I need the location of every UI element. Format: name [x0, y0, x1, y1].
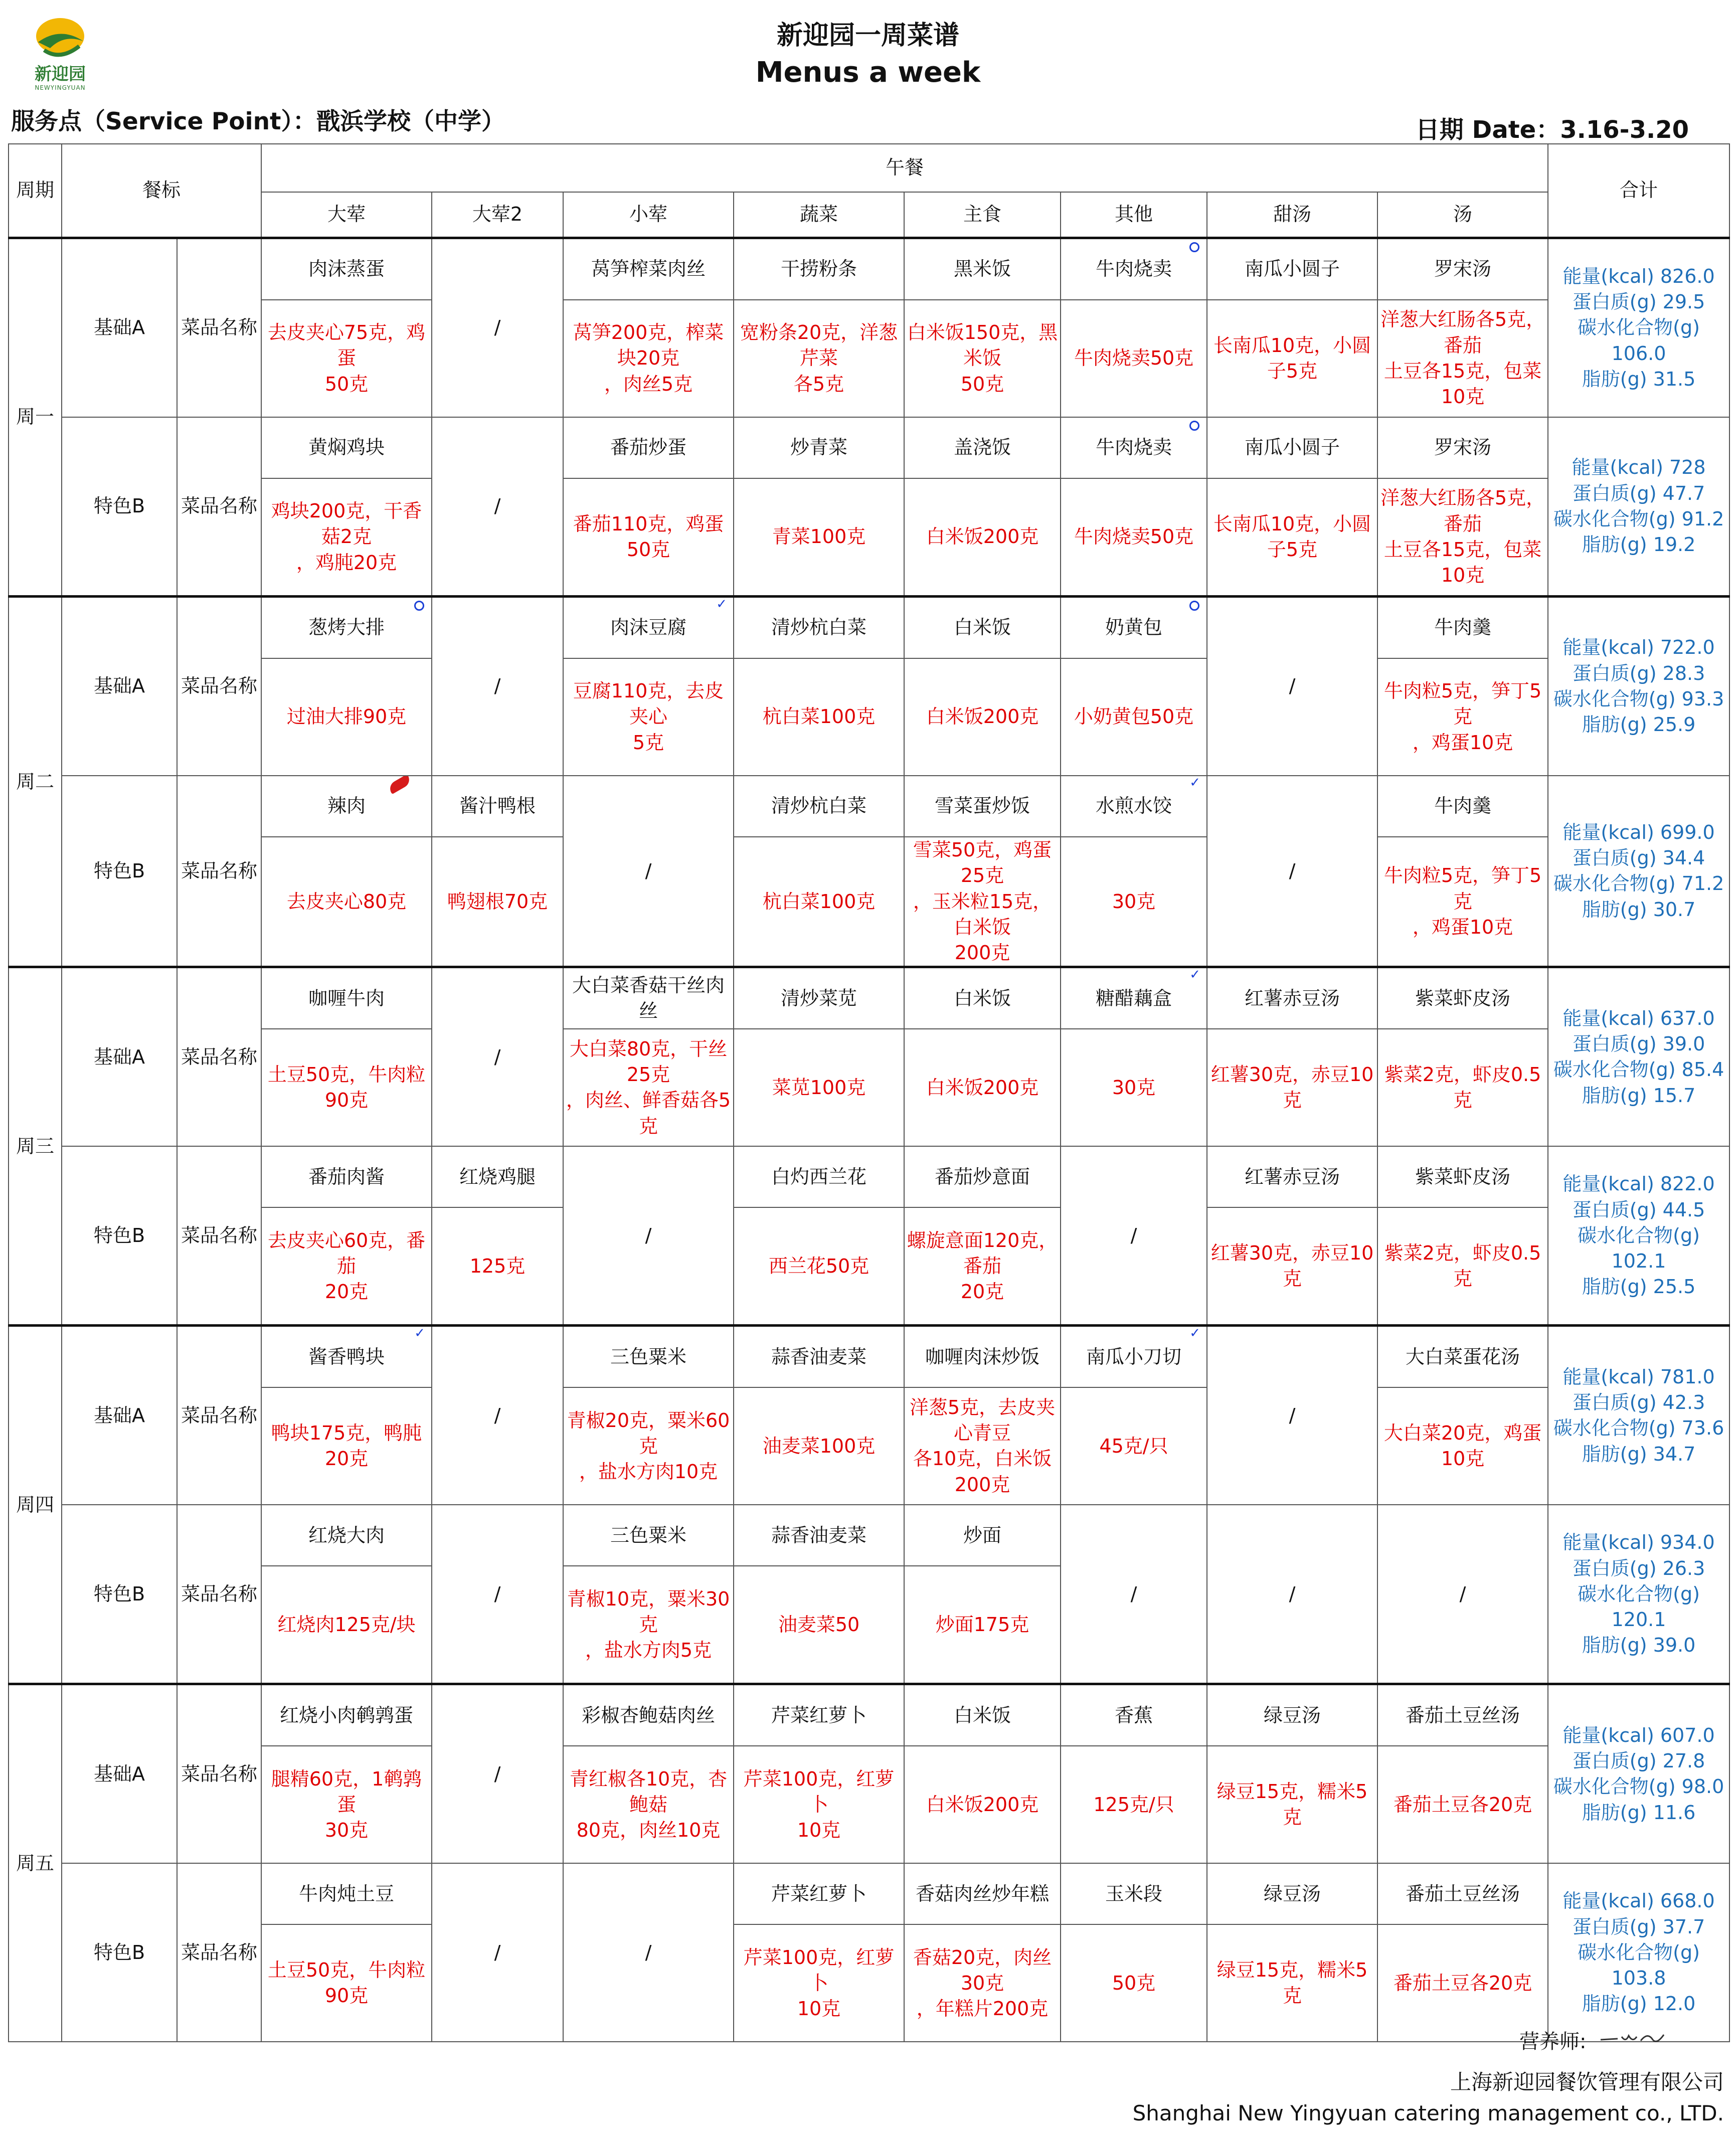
dish-ingredients: 螺旋意面120克，番茄 20克	[904, 1207, 1061, 1326]
dish-ingredients: 牛肉烧卖50克	[1061, 300, 1207, 417]
dish-name: 芹菜红萝卜	[734, 1684, 904, 1746]
dish-ingredients: 杭白菜100克	[734, 837, 904, 967]
menu-date: 日期 Date：3.16-3.20	[1415, 116, 1689, 144]
dish-ingredients: 去皮夹心60克，番茄 20克	[261, 1207, 432, 1326]
dish-ingredients: 油麦菜100克	[734, 1387, 904, 1505]
meal-standard: 基础A	[62, 1326, 177, 1505]
nutrition-line: 能量(kcal) 826.0	[1563, 265, 1715, 287]
dish-ingredients: 芹菜100克，红萝卜 10克	[734, 1746, 904, 1863]
dish-name: 红薯赤豆汤	[1207, 1146, 1377, 1207]
dish-name: 罗宋汤	[1377, 238, 1548, 300]
nutrition-line: 脂肪(g) 25.9	[1582, 714, 1696, 736]
nutrition-line: 能量(kcal) 728	[1572, 456, 1706, 479]
check-mark-icon: ✓	[414, 1326, 426, 1341]
empty-dish-cell: /	[432, 1684, 563, 1864]
nutrition-total	[1548, 1505, 1729, 1684]
nutrition-line: 碳水化合物(g) 120.1	[1578, 1582, 1700, 1631]
dish-ingredients: 洋葱大红肠各5克，番茄 土豆各15克，包菜10克	[1377, 300, 1548, 417]
nutrition-line: 蛋白质(g) 42.3	[1572, 1391, 1705, 1414]
table-row	[9, 300, 1729, 417]
dish-name: 白米饭	[904, 1684, 1061, 1746]
nutrition-line: 脂肪(g) 11.6	[1582, 1801, 1696, 1824]
meal-standard: 基础A	[62, 967, 177, 1147]
dish-name: 大白菜蛋花汤	[1377, 1326, 1548, 1388]
column-header: 其他	[1061, 192, 1207, 238]
dish-name: 白米饭	[904, 597, 1061, 659]
empty-dish-cell: /	[432, 417, 563, 597]
weekly-menu-table	[8, 143, 1730, 2042]
empty-dish-cell: /	[432, 1326, 563, 1505]
dish-name: 白灼西兰花	[734, 1146, 904, 1207]
column-header: 甜汤	[1207, 192, 1377, 238]
table-row	[9, 658, 1729, 776]
dish-ingredients: 香菇20克，肉丝30克 ，年糕片200克	[904, 1924, 1061, 2042]
dish-name: 彩椒杏鲍菇肉丝	[563, 1684, 734, 1746]
page-title-en: Menus a week	[755, 56, 981, 89]
dish-name: 水煎水饺 ✓	[1061, 776, 1207, 837]
dish-ingredients: 白米饭150克，黑米饭 50克	[904, 300, 1061, 417]
nutrition-total	[1548, 597, 1729, 776]
empty-dish-cell: /	[432, 238, 563, 418]
dish-name: 大白菜香菇干丝肉丝	[563, 967, 734, 1029]
dish-name: 红薯赤豆汤	[1207, 967, 1377, 1029]
dish-name: 糖醋藕盒 ✓	[1061, 967, 1207, 1029]
dish-name: 肉沫豆腐 ✓	[563, 597, 734, 659]
dish-name: 香菇肉丝炒年糕	[904, 1863, 1061, 1924]
nutrition-total	[1548, 1863, 1729, 2042]
nutrition-line: 脂肪(g) 19.2	[1582, 533, 1696, 556]
logo-text-en: NEWYINGYUAN	[35, 84, 86, 91]
dish-ingredients: 杭白菜100克	[734, 658, 904, 776]
nutrition-line: 蛋白质(g) 29.5	[1572, 291, 1705, 313]
empty-dish-cell: /	[1377, 1505, 1548, 1684]
page-title-cn: 新迎园一周菜谱	[776, 21, 959, 51]
meal-standard: 特色B	[62, 776, 177, 967]
column-header: 汤	[1377, 192, 1548, 238]
day-label: 周二	[9, 597, 62, 967]
nutrition-line: 蛋白质(g) 27.8	[1572, 1750, 1705, 1772]
dish-name: 芹菜红萝卜	[734, 1863, 904, 1924]
dish-ingredients: 牛肉粒5克，笋丁5克 ，鸡蛋10克	[1377, 658, 1548, 776]
dish-name-label: 菜品名称	[177, 776, 261, 967]
nutrition-line: 脂肪(g) 30.7	[1582, 898, 1696, 921]
dietitian-label: 营养师:	[1519, 2030, 1587, 2053]
table-row	[9, 776, 1729, 837]
dish-name: 肉沫蒸蛋	[261, 238, 432, 300]
dish-ingredients: 大白菜80克，干丝25克 ，肉丝、鲜香菇各5克	[563, 1029, 734, 1146]
dish-ingredients: 牛肉粒5克，笋丁5克 ，鸡蛋10克	[1377, 837, 1548, 967]
dish-ingredients: 洋葱5克，去皮夹心青豆 各10克，白米饭200克	[904, 1387, 1061, 1505]
dish-ingredients: 番茄土豆各20克	[1377, 1924, 1548, 2042]
column-header: 小荤	[563, 192, 734, 238]
dish-name: 辣肉	[261, 776, 432, 837]
nutrition-line: 碳水化合物(g) 73.6	[1553, 1417, 1724, 1440]
dish-name: 牛肉烧卖	[1061, 417, 1207, 478]
dish-name-label: 菜品名称	[177, 1326, 261, 1505]
nutrition-line: 碳水化合物(g) 71.2	[1553, 872, 1724, 895]
nutrition-line: 碳水化合物(g) 93.3	[1553, 688, 1724, 710]
dish-name: 番茄炒蛋	[563, 417, 734, 478]
dish-ingredients: 去皮夹心75克，鸡蛋 50克	[261, 300, 432, 417]
dish-ingredients: 鸭块175克，鸭肫20克	[261, 1387, 432, 1505]
dish-name: 白米饭	[904, 967, 1061, 1029]
dish-name: 红烧鸡腿	[432, 1146, 563, 1207]
column-header: 大荤	[261, 192, 432, 238]
table-row	[9, 1146, 1729, 1207]
dish-name: 红烧小肉鹌鹑蛋	[261, 1684, 432, 1746]
dish-name: 葱烤大排	[261, 597, 432, 659]
nutrition-line: 能量(kcal) 699.0	[1563, 821, 1715, 843]
dish-ingredients: 芹菜100克，红萝卜 10克	[734, 1924, 904, 2042]
dish-name-label: 菜品名称	[177, 1684, 261, 1864]
empty-dish-cell: /	[432, 967, 563, 1147]
circle-mark-icon	[1189, 601, 1199, 611]
nutrition-line: 脂肪(g) 25.5	[1582, 1276, 1696, 1298]
day-label: 周一	[9, 238, 62, 597]
dish-name: 蒜香油麦菜	[734, 1505, 904, 1566]
dish-name: 番茄土豆丝汤	[1377, 1863, 1548, 1924]
nutrition-total	[1548, 417, 1729, 597]
circle-mark-icon	[1189, 421, 1199, 431]
empty-dish-cell: /	[1207, 1505, 1377, 1684]
dish-name-label: 菜品名称	[177, 417, 261, 597]
table-row	[9, 1746, 1729, 1863]
dish-ingredients: 白米饭200克	[904, 478, 1061, 597]
dish-ingredients: 青菜100克	[734, 478, 904, 597]
dish-name: 牛肉羹	[1377, 776, 1548, 837]
nutrition-line: 碳水化合物(g) 102.1	[1578, 1224, 1700, 1273]
dish-ingredients: 土豆50克，牛肉粒 90克	[261, 1924, 432, 2042]
circle-mark-icon	[414, 601, 424, 611]
nutrition-line: 碳水化合物(g) 85.4	[1553, 1058, 1724, 1081]
day-label: 周五	[9, 1684, 62, 2042]
table-row	[9, 1029, 1729, 1146]
check-mark-icon: ✓	[716, 597, 728, 612]
dish-name: 三色粟米	[563, 1326, 734, 1388]
dish-ingredients: 青椒20克，粟米60克 ，盐水方肉10克	[563, 1387, 734, 1505]
column-header: 蔬菜	[734, 192, 904, 238]
table-row	[9, 967, 1729, 1029]
dish-ingredients: 50克	[1061, 1924, 1207, 2042]
dish-ingredients: 青椒10克，粟米30克 ，盐水方肉5克	[563, 1566, 734, 1684]
nutrition-line: 蛋白质(g) 47.7	[1572, 482, 1705, 504]
check-mark-icon: ✓	[1189, 1326, 1201, 1341]
table-row	[9, 1924, 1729, 2042]
dish-name: 番茄土豆丝汤	[1377, 1684, 1548, 1746]
dish-name: 清炒杭白菜	[734, 776, 904, 837]
dish-name: 香蕉	[1061, 1684, 1207, 1746]
nutrition-line: 碳水化合物(g) 106.0	[1578, 316, 1700, 365]
table-row	[9, 1387, 1729, 1505]
nutrition-line: 能量(kcal) 934.0	[1563, 1531, 1715, 1554]
dish-name: 雪菜蛋炒饭	[904, 776, 1061, 837]
dish-ingredients: 莴笋200克，榨菜块20克 ，肉丝5克	[563, 300, 734, 417]
nutrition-line: 能量(kcal) 668.0	[1563, 1890, 1715, 1912]
table-row	[9, 1207, 1729, 1326]
dish-ingredients: 紫菜2克，虾皮0.5克	[1377, 1207, 1548, 1326]
empty-dish-cell: /	[432, 1863, 563, 2042]
nutrition-line: 能量(kcal) 607.0	[1563, 1724, 1715, 1746]
dish-name: 南瓜小刀切 ✓	[1061, 1326, 1207, 1388]
dish-ingredients: 青红椒各10克，杏鲍菇 80克，肉丝10克	[563, 1746, 734, 1863]
header-period: 周期	[9, 144, 62, 238]
nutrition-line: 蛋白质(g) 28.3	[1572, 662, 1705, 684]
dish-name: 牛肉羹	[1377, 597, 1548, 659]
empty-dish-cell: /	[1061, 1505, 1207, 1684]
meal-standard: 特色B	[62, 1863, 177, 2042]
dish-name: 酱香鸭块 ✓	[261, 1326, 432, 1388]
nutrition-line: 脂肪(g) 31.5	[1582, 368, 1696, 390]
chili-pepper-icon	[387, 776, 412, 794]
meal-standard: 基础A	[62, 597, 177, 776]
nutrition-total	[1548, 238, 1729, 418]
company-name-cn: 上海新迎园餐饮管理有限公司	[1450, 2070, 1724, 2094]
dish-ingredients: 番茄110克，鸡蛋50克	[563, 478, 734, 597]
table-row	[9, 1863, 1729, 1924]
dish-ingredients: 豆腐110克，去皮夹心 5克	[563, 658, 734, 776]
dish-ingredients: 腿精60克，1鹌鹑蛋 30克	[261, 1746, 432, 1863]
dish-ingredients: 番茄土豆各20克	[1377, 1746, 1548, 1863]
dish-ingredients: 鸡块200克，干香菇2克 ，鸡肫20克	[261, 478, 432, 597]
nutrition-total	[1548, 776, 1729, 967]
dish-ingredients: 白米饭200克	[904, 1029, 1061, 1146]
column-header: 大荤2	[432, 192, 563, 238]
dish-ingredients: 125克	[432, 1207, 563, 1326]
dish-name: 牛肉烧卖	[1061, 238, 1207, 300]
dish-ingredients: 长南瓜10克，小圆子5克	[1207, 300, 1377, 417]
dish-name: 紫菜虾皮汤	[1377, 1146, 1548, 1207]
dish-ingredients: 鸭翅根70克	[432, 837, 563, 967]
dish-name: 红烧大肉	[261, 1505, 432, 1566]
nutrition-total	[1548, 1326, 1729, 1505]
dish-ingredients: 雪菜50克，鸡蛋25克 ，玉米粒15克，白米饭 200克	[904, 837, 1061, 967]
dish-ingredients: 牛肉烧卖50克	[1061, 478, 1207, 597]
dish-ingredients: 30克	[1061, 1029, 1207, 1146]
dish-name: 蒜香油麦菜	[734, 1326, 904, 1388]
dish-ingredients: 白米饭200克	[904, 1746, 1061, 1863]
dish-ingredients: 宽粉条20克，洋葱芹菜 各5克	[734, 300, 904, 417]
nutrition-line: 脂肪(g) 34.7	[1582, 1443, 1696, 1465]
table-row	[9, 1684, 1729, 1746]
table-row	[9, 417, 1729, 478]
dish-name: 咖喱肉沫炒饭	[904, 1326, 1061, 1388]
logo-text-cn: 新迎园	[35, 64, 86, 84]
dish-name: 番茄炒意面	[904, 1146, 1061, 1207]
nutrition-line: 能量(kcal) 637.0	[1563, 1007, 1715, 1029]
dish-ingredients: 45克/只	[1061, 1387, 1207, 1505]
nutrition-line: 碳水化合物(g) 103.8	[1578, 1941, 1700, 1990]
dish-name: 罗宋汤	[1377, 417, 1548, 478]
dish-ingredients: 过油大排90克	[261, 658, 432, 776]
dish-ingredients: 菜苋100克	[734, 1029, 904, 1146]
meal-standard: 特色B	[62, 1505, 177, 1684]
header-total: 合计	[1548, 144, 1729, 238]
nutrition-line: 蛋白质(g) 39.0	[1572, 1033, 1705, 1055]
empty-dish-cell: /	[563, 1863, 734, 2042]
dish-name-label: 菜品名称	[177, 967, 261, 1147]
column-header: 主食	[904, 192, 1061, 238]
header-meal-standard: 餐标	[62, 144, 261, 238]
nutrition-line: 碳水化合物(g) 98.0	[1553, 1775, 1724, 1798]
dish-name: 清炒杭白菜	[734, 597, 904, 659]
nutrition-total	[1548, 1684, 1729, 1864]
dish-ingredients: 小奶黄包50克	[1061, 658, 1207, 776]
day-label: 周三	[9, 967, 62, 1326]
dish-name-label: 菜品名称	[177, 1863, 261, 2042]
nutrition-line: 碳水化合物(g) 91.2	[1553, 508, 1724, 530]
dish-ingredients: 125克/只	[1061, 1746, 1207, 1863]
table-row	[9, 597, 1729, 659]
nutrition-line: 脂肪(g) 12.0	[1582, 1993, 1696, 2015]
dish-ingredients: 绿豆15克，糯米5克	[1207, 1924, 1377, 2042]
dish-name-label: 菜品名称	[177, 1505, 261, 1684]
company-name-en: Shanghai New Yingyuan catering management co., LTD.	[1132, 2101, 1724, 2125]
nutrition-line: 蛋白质(g) 26.3	[1572, 1557, 1705, 1579]
nutrition-line: 脂肪(g) 15.7	[1582, 1084, 1696, 1107]
nutrition-line: 能量(kcal) 781.0	[1563, 1365, 1715, 1388]
dish-name: 玉米段	[1061, 1863, 1207, 1924]
dish-ingredients: 红薯30克，赤豆10克	[1207, 1029, 1377, 1146]
empty-dish-cell: /	[563, 776, 734, 967]
dish-ingredients: 紫菜2克，虾皮0.5克	[1377, 1029, 1548, 1146]
circle-mark-icon	[1189, 242, 1199, 252]
meal-standard: 基础A	[62, 238, 177, 418]
dish-name: 酱汁鸭根	[432, 776, 563, 837]
dish-name: 三色粟米	[563, 1505, 734, 1566]
dish-ingredients: 长南瓜10克，小圆子5克	[1207, 478, 1377, 597]
dish-name: 黄焖鸡块	[261, 417, 432, 478]
day-label: 周四	[9, 1326, 62, 1684]
dish-name: 炒面	[904, 1505, 1061, 1566]
dish-name: 番茄肉酱	[261, 1146, 432, 1207]
table-row	[9, 238, 1729, 300]
empty-dish-cell: /	[563, 1146, 734, 1326]
dish-name: 紫菜虾皮汤	[1377, 967, 1548, 1029]
empty-dish-cell: /	[1207, 1326, 1377, 1505]
nutrition-line: 蛋白质(g) 34.4	[1572, 846, 1705, 869]
dish-ingredients: 油麦菜50	[734, 1566, 904, 1684]
check-mark-icon: ✓	[1189, 776, 1201, 790]
dish-name: 黑米饭	[904, 238, 1061, 300]
dish-ingredients: 红薯30克，赤豆10克	[1207, 1207, 1377, 1326]
nutrition-total	[1548, 1146, 1729, 1326]
dish-ingredients: 洋葱大红肠各5克，番茄 土豆各15克，包菜10克	[1377, 478, 1548, 597]
dish-name: 牛肉炖土豆	[261, 1863, 432, 1924]
nutrition-total	[1548, 967, 1729, 1147]
empty-dish-cell: /	[432, 597, 563, 776]
header-lunch: 午餐	[261, 144, 1548, 192]
dish-ingredients: 大白菜20克，鸡蛋10克	[1377, 1387, 1548, 1505]
empty-dish-cell: /	[1207, 776, 1377, 967]
nutrition-line: 蛋白质(g) 37.7	[1572, 1915, 1705, 1938]
dish-ingredients: 土豆50克，牛肉粒 90克	[261, 1029, 432, 1146]
nutrition-line: 能量(kcal) 722.0	[1563, 636, 1715, 659]
meal-standard: 特色B	[62, 417, 177, 597]
dish-name: 清炒菜苋	[734, 967, 904, 1029]
dish-ingredients: 西兰花50克	[734, 1207, 904, 1326]
dish-name: 绿豆汤	[1207, 1863, 1377, 1924]
dish-name: 咖喱牛肉	[261, 967, 432, 1029]
dish-name: 干捞粉条	[734, 238, 904, 300]
dish-ingredients: 30克	[1061, 837, 1207, 967]
dish-ingredients: 去皮夹心80克	[261, 837, 432, 967]
service-point: 服务点（Service Point）：戬浜学校（中学）	[11, 108, 505, 135]
dish-name: 南瓜小圆子	[1207, 238, 1377, 300]
table-row	[9, 478, 1729, 597]
dish-ingredients: 绿豆15克，糯米5克	[1207, 1746, 1377, 1863]
empty-dish-cell: /	[1061, 1146, 1207, 1326]
dish-name: 盖浇饭	[904, 417, 1061, 478]
meal-standard: 基础A	[62, 1684, 177, 1864]
nutrition-line: 蛋白质(g) 44.5	[1572, 1198, 1705, 1221]
dish-ingredients: 炒面175克	[904, 1566, 1061, 1684]
empty-dish-cell: /	[432, 1505, 563, 1684]
dish-name: 炒青菜	[734, 417, 904, 478]
dietitian-signature	[1598, 2028, 1668, 2048]
dish-ingredients: 红烧肉125克/块	[261, 1566, 432, 1684]
dish-name: 绿豆汤	[1207, 1684, 1377, 1746]
dish-name: 奶黄包	[1061, 597, 1207, 659]
dish-ingredients: 白米饭200克	[904, 658, 1061, 776]
table-row	[9, 1326, 1729, 1388]
dish-name: 南瓜小圆子	[1207, 417, 1377, 478]
table-row	[9, 1505, 1729, 1566]
dish-name-label: 菜品名称	[177, 238, 261, 418]
table-row	[9, 837, 1729, 967]
dish-name-label: 菜品名称	[177, 1146, 261, 1326]
check-mark-icon: ✓	[1189, 967, 1201, 983]
meal-standard: 特色B	[62, 1146, 177, 1326]
dish-name: 莴笋榨菜肉丝	[563, 238, 734, 300]
nutrition-line: 能量(kcal) 822.0	[1563, 1173, 1715, 1195]
nutrition-line: 脂肪(g) 39.0	[1582, 1634, 1696, 1657]
empty-dish-cell: /	[1207, 597, 1377, 776]
dish-name-label: 菜品名称	[177, 597, 261, 776]
